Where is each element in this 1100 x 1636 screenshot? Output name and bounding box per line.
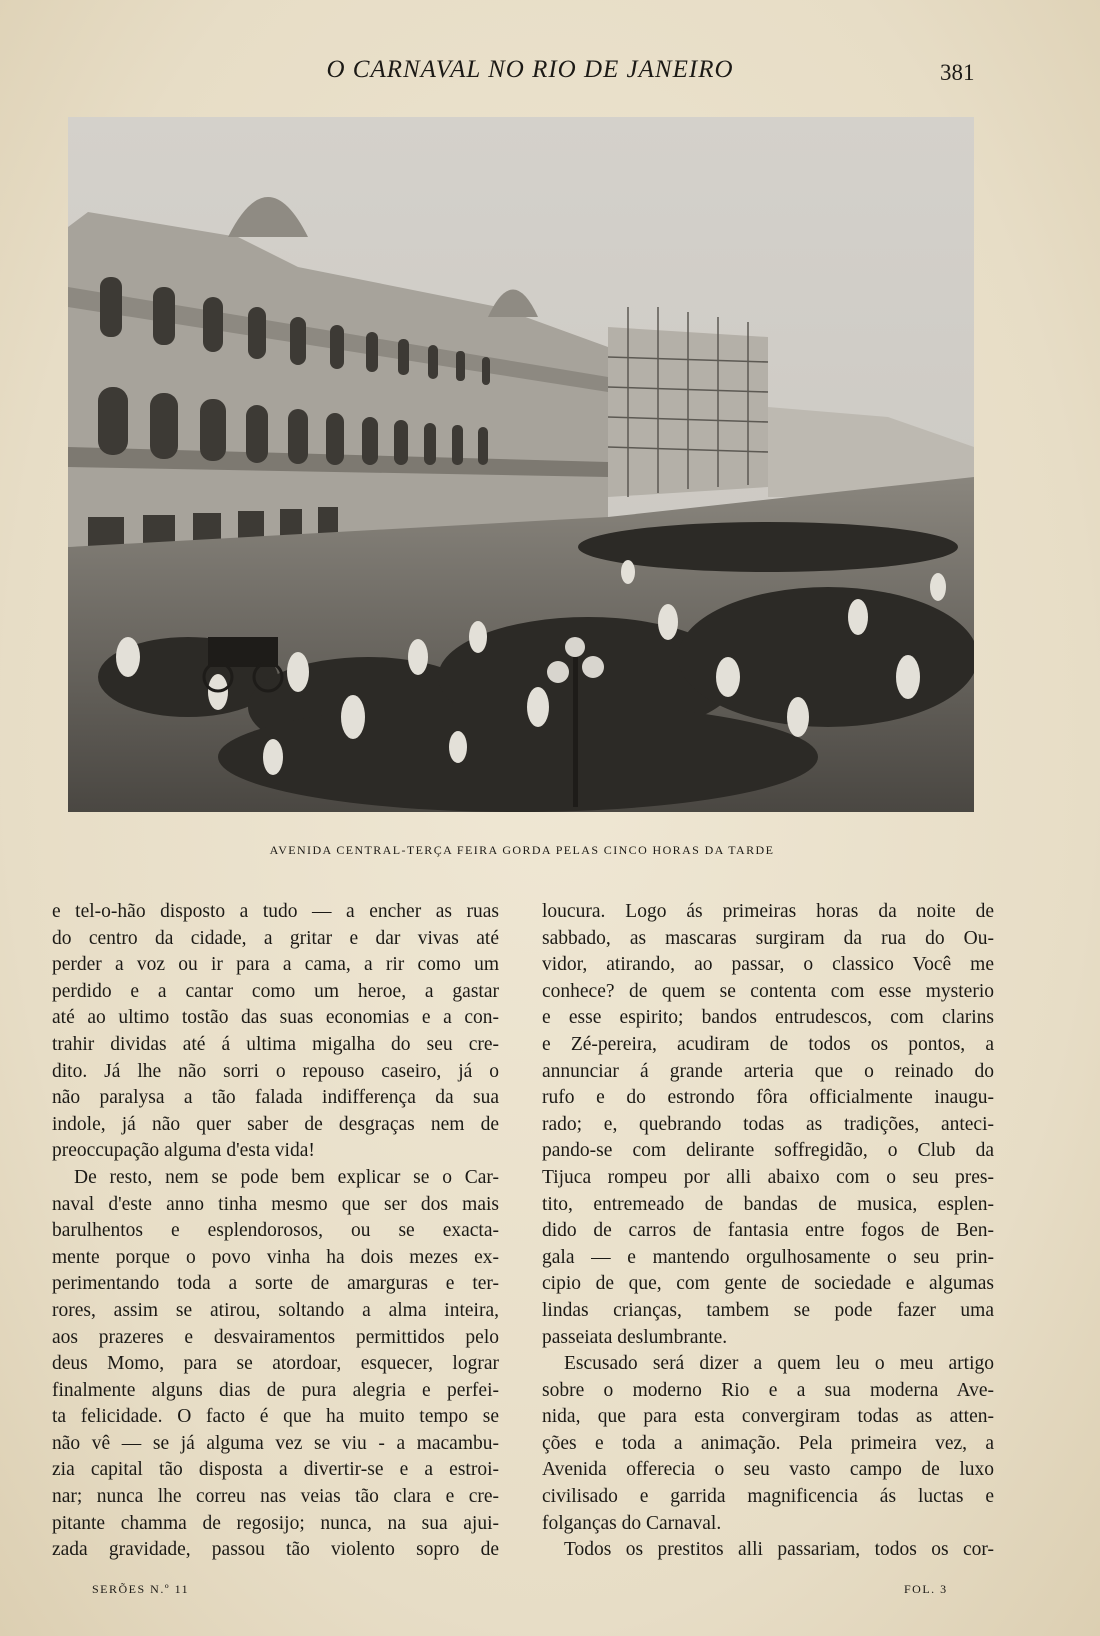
text-line: Avenida offerecia o seu vasto campo de luxo bbox=[542, 1459, 994, 1481]
text-line: e tel-o-hão disposto a tudo — a encher as ruas bbox=[52, 901, 499, 922]
text-line: perdido e a cantar como um heroe, a gastar bbox=[52, 980, 499, 1002]
text-line: rado; e, quebrando todas as tradições, anteci- bbox=[542, 1113, 994, 1135]
text-line: Escusado será dizer a quem leu o meu artigo bbox=[564, 1353, 994, 1375]
text-line: folganças do Carnaval. bbox=[542, 1512, 722, 1534]
left-text-column bbox=[52, 899, 499, 1564]
text-line: preoccupação alguma d'esta vida! bbox=[52, 1140, 315, 1162]
photo-caption: AVENIDA CENTRAL-TERÇA FEIRA GORDA PELAS CINCO HORAS DA TARDE bbox=[269, 843, 775, 857]
text-line: ções e toda a animação. Pela primeira vez, a bbox=[542, 1432, 994, 1454]
text-line: até ao ultimo tostão das suas economias e a con- bbox=[52, 1007, 499, 1029]
text-line: perimentando toda a sorte de amarguras e ter- bbox=[52, 1273, 499, 1295]
text-line: indole, já não quer saber de desgraças nem de bbox=[52, 1113, 499, 1135]
text-line: annunciar á grande arteria que o reinado do bbox=[542, 1060, 994, 1082]
text-line: passeiata deslumbrante. bbox=[542, 1326, 728, 1348]
text-line: Tijuca rompeu por alli abaixo com o seu pres- bbox=[542, 1166, 994, 1188]
text-line: sobre o moderno Rio e a sua moderna Ave- bbox=[542, 1379, 994, 1401]
text-line: do centro da cidade, a gritar e dar vivas até bbox=[52, 927, 499, 949]
text-line: deus Momo, para se atordoar, esquecer, lograr bbox=[52, 1353, 499, 1375]
text-line: naval d'este anno tinha mesmo que ser dos mais bbox=[52, 1193, 499, 1215]
text-line: cipio de que, com gente de sociedade e algumas bbox=[542, 1273, 994, 1295]
text-line: finalmente alguns dias de pura alegria e perfei- bbox=[52, 1379, 499, 1401]
text-line: De resto, nem se pode bem explicar se o Car- bbox=[74, 1166, 499, 1188]
text-line: gala — e mantendo orgulhosamente o seu prin- bbox=[542, 1246, 994, 1268]
text-line: ta felicidade. O facto é que ha muito tempo se bbox=[52, 1406, 499, 1428]
text-line: e esse espirito; bandos entrudescos, com clarins bbox=[542, 1007, 994, 1029]
text-line: zia capital tão disposta a divertir-se e a estroi- bbox=[52, 1459, 499, 1481]
right-text-column bbox=[542, 899, 994, 1564]
text-line: rores, assim se atirou, soltando a alma inteira, bbox=[52, 1299, 499, 1321]
page-number: 381 bbox=[940, 60, 975, 85]
text-line: nida, que para esta convergiram todas as atten- bbox=[542, 1406, 994, 1428]
text-line: dito. Já lhe não sorri o repouso caseiro, já o bbox=[52, 1060, 499, 1082]
text-line: não paralysa a tão falada indifferença da sua bbox=[52, 1087, 499, 1109]
text-line: não vê — se já alguma vez se viu - a macambu- bbox=[52, 1432, 499, 1454]
text-line: e Zé-pereira, acudiram de todos os pontos, a bbox=[542, 1033, 994, 1055]
text-line: perder a voz ou ir para a cama, a rir como um bbox=[52, 954, 499, 976]
text-line: conhece? de quem se contenta com esse mysterio bbox=[542, 980, 994, 1002]
text-line: mente porque o povo vinha ha dois mezes ex- bbox=[52, 1246, 499, 1268]
text-line: zada gravidade, passou tão violento sopro de bbox=[52, 1539, 499, 1561]
street-photograph bbox=[68, 117, 974, 812]
running-title: O CARNAVAL NO RIO DE JANEIRO bbox=[326, 56, 734, 83]
photo-illustration bbox=[68, 117, 974, 812]
text-line: pando-se com delirante soffregidão, o Club da bbox=[542, 1140, 994, 1162]
text-line: dido de carros de fantasia entre fogos de Ben- bbox=[542, 1220, 994, 1242]
text-line: pitante chamma de regosijo; nunca, na sua ajui- bbox=[52, 1512, 499, 1534]
text-line: tito, entremeado de bandas de musica, esplen- bbox=[542, 1193, 994, 1215]
text-line: trahir dividas até á ultima migalha do seu cre- bbox=[52, 1033, 499, 1055]
text-line: vidor, atirando, ao passar, o classico Você me bbox=[542, 954, 994, 976]
footer-issue: SERÕES N.º 11 bbox=[92, 1582, 190, 1596]
footer-folio: FOL. 3 bbox=[904, 1582, 948, 1596]
text-line: nar; nunca lhe correu nas veias tão clara e cre- bbox=[52, 1486, 499, 1508]
text-line: Todos os prestitos alli passariam, todos os cor- bbox=[564, 1539, 994, 1561]
text-line: civilisado e garrida magnificencia ás luctas e bbox=[542, 1486, 994, 1508]
text-line: barulhentos e esplendorosos, ou se exacta- bbox=[52, 1220, 499, 1242]
text-line: loucura. Logo ás primeiras horas da noite de bbox=[542, 901, 994, 922]
text-line: aos prazeres e desvairamentos permittidos pelo bbox=[52, 1326, 499, 1348]
text-line: lindas crianças, tambem se pode fazer uma bbox=[542, 1299, 994, 1321]
text-line: rufo e do estrondo fôra officialmente inaugu- bbox=[542, 1087, 994, 1109]
text-line: sabbado, as mascaras surgiram da rua do Ou- bbox=[542, 927, 994, 949]
